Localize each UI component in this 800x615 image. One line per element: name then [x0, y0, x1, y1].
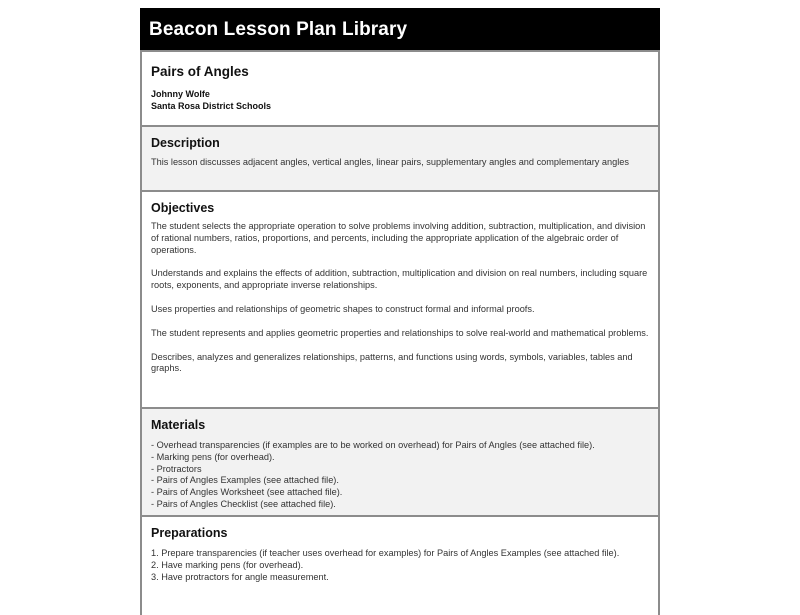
materials-list	[151, 440, 649, 511]
site-banner	[140, 8, 660, 50]
material-item: - Pairs of Angles Worksheet (see attached file).	[151, 487, 343, 498]
materials-section	[142, 407, 658, 515]
description-text: This lesson discusses adjacent angles, vertical angles, linear pairs, supplementary angles and complementary angles	[151, 157, 630, 167]
site-title: Beacon Lesson Plan Library	[149, 19, 408, 40]
material-item: - Marking pens (for overhead).	[151, 451, 275, 462]
objectives-list	[151, 221, 649, 375]
author-organization: Santa Rosa District Schools	[151, 101, 272, 111]
objectives-section	[142, 190, 658, 407]
objectives-heading: Objectives	[151, 201, 215, 215]
objective-item: Uses properties and relationships of geometric shapes to construct formal and informal proofs.	[151, 303, 535, 314]
preparations-list	[151, 548, 649, 583]
preparations-heading: Preparations	[151, 526, 228, 540]
preparation-item: 2. Have marking pens (for overhead).	[151, 559, 304, 570]
author-block	[151, 88, 649, 112]
material-item: - Pairs of Angles Checklist (see attached file).	[151, 498, 336, 509]
author-name: Johnny Wolfe	[151, 89, 210, 99]
preparation-item: 1. Prepare transparencies (if teacher uses overhead for examples) for Pairs of Angles Examples (see attached file).	[151, 548, 620, 558]
material-item: - Overhead transparencies (if examples are to be worked on overhead) for Pairs of Angles (see attached file).	[151, 440, 595, 450]
preparations-section	[142, 515, 658, 615]
objective-item: Understands and explains the effects of addition, subtraction, multiplication and division on real numbers, including square roots, exponents, and appropriate inverse relationships.	[151, 268, 648, 291]
lesson-title-section	[142, 50, 658, 125]
objective-item: The student represents and applies geometric properties and relationships to solve real-world and mathematical problems.	[151, 327, 649, 338]
material-item: - Protractors	[151, 463, 202, 474]
objective-item: The student selects the appropriate operation to solve problems involving addition, subtraction, multiplication, and division of rational numbers, ratios, proportions, and percents, including the appropriate application of the algebraic order of operations.	[151, 221, 646, 255]
materials-heading: Materials	[151, 418, 206, 432]
lesson-plan-page	[140, 8, 660, 615]
description-heading: Description	[151, 136, 220, 150]
objective-item: Describes, analyzes and generalizes relationships, patterns, and functions using words, symbols, variables, tables and graphs.	[151, 351, 633, 374]
lesson-title: Pairs of Angles	[151, 64, 249, 79]
preparation-item: 3. Have protractors for angle measurement.	[151, 571, 329, 582]
material-item: - Pairs of Angles Examples (see attached file).	[151, 475, 339, 486]
description-section	[142, 125, 658, 190]
